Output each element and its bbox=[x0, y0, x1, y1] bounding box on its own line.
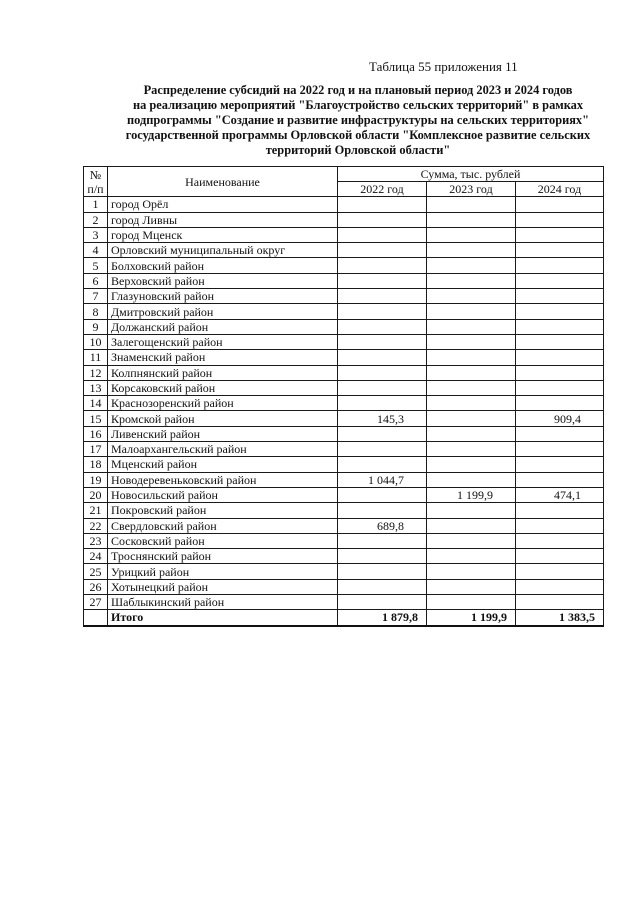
row-value-2023 bbox=[427, 579, 516, 594]
row-value-2024: 474,1 bbox=[516, 487, 604, 502]
header-year-2023: 2023 год bbox=[427, 182, 516, 197]
row-value-2024 bbox=[516, 518, 604, 533]
row-name: Корсаковский район bbox=[108, 380, 338, 395]
row-value-2024 bbox=[516, 212, 604, 227]
row-value-2023 bbox=[427, 595, 516, 610]
table-row bbox=[84, 549, 604, 564]
row-value-2023 bbox=[427, 396, 516, 411]
table-row bbox=[84, 243, 604, 258]
row-value-2024 bbox=[516, 258, 604, 273]
table-row bbox=[84, 487, 604, 502]
row-value-2022 bbox=[338, 243, 427, 258]
row-value-2023 bbox=[427, 472, 516, 487]
row-value-2022: 1 044,7 bbox=[338, 472, 427, 487]
row-value-2024 bbox=[516, 549, 604, 564]
row-value-2024 bbox=[516, 334, 604, 349]
table-row bbox=[84, 380, 604, 395]
row-value-2024 bbox=[516, 579, 604, 594]
row-name: Новосильский район bbox=[108, 487, 338, 502]
row-value-2023 bbox=[427, 319, 516, 334]
row-value-2024 bbox=[516, 533, 604, 548]
row-value-2024: 909,4 bbox=[516, 411, 604, 426]
row-value-2022 bbox=[338, 579, 427, 594]
table-row bbox=[84, 411, 604, 426]
row-value-2023 bbox=[427, 533, 516, 548]
row-number: 6 bbox=[84, 273, 108, 288]
row-value-2024 bbox=[516, 289, 604, 304]
table-row bbox=[84, 350, 604, 365]
document-title bbox=[96, 83, 620, 158]
row-value-2024 bbox=[516, 319, 604, 334]
row-value-2024 bbox=[516, 595, 604, 610]
row-number: 19 bbox=[84, 472, 108, 487]
header-name: Наименование bbox=[108, 167, 338, 197]
row-number: 24 bbox=[84, 549, 108, 564]
table-row bbox=[84, 579, 604, 594]
row-value-2023 bbox=[427, 197, 516, 212]
table-row bbox=[84, 289, 604, 304]
row-value-2022 bbox=[338, 396, 427, 411]
row-number: 7 bbox=[84, 289, 108, 304]
total-number-cell bbox=[84, 610, 108, 626]
row-number: 4 bbox=[84, 243, 108, 258]
row-name: Сосковский район bbox=[108, 533, 338, 548]
row-value-2022: 689,8 bbox=[338, 518, 427, 533]
row-name: Троснянский район bbox=[108, 549, 338, 564]
row-value-2023 bbox=[427, 289, 516, 304]
row-number: 1 bbox=[84, 197, 108, 212]
row-name: Краснозоренский район bbox=[108, 396, 338, 411]
table-body bbox=[84, 197, 604, 610]
row-value-2023 bbox=[427, 212, 516, 227]
row-name: Глазуновский район bbox=[108, 289, 338, 304]
row-value-2022 bbox=[338, 426, 427, 441]
header-year-2024: 2024 год bbox=[516, 182, 604, 197]
row-value-2022 bbox=[338, 197, 427, 212]
row-value-2022 bbox=[338, 350, 427, 365]
row-value-2024 bbox=[516, 365, 604, 380]
table-row bbox=[84, 227, 604, 242]
row-value-2023: 1 199,9 bbox=[427, 487, 516, 502]
row-number: 17 bbox=[84, 442, 108, 457]
row-value-2022 bbox=[338, 442, 427, 457]
row-number: 21 bbox=[84, 503, 108, 518]
table-row bbox=[84, 304, 604, 319]
row-value-2024 bbox=[516, 426, 604, 441]
table-row bbox=[84, 426, 604, 441]
row-name: город Мценск bbox=[108, 227, 338, 242]
row-value-2022: 145,3 bbox=[338, 411, 427, 426]
row-value-2024 bbox=[516, 197, 604, 212]
row-number: 10 bbox=[84, 334, 108, 349]
row-value-2022 bbox=[338, 533, 427, 548]
row-name: Хотынецкий район bbox=[108, 579, 338, 594]
table-reference: Таблица 55 приложения 11 bbox=[369, 59, 518, 74]
row-value-2022 bbox=[338, 319, 427, 334]
table-row bbox=[84, 472, 604, 487]
table-row bbox=[84, 334, 604, 349]
title-line: государственной программы Орловской области "Комплексное развитие сельских bbox=[125, 128, 591, 142]
row-name: Болховский район bbox=[108, 258, 338, 273]
row-number: 25 bbox=[84, 564, 108, 579]
row-value-2024 bbox=[516, 273, 604, 288]
row-value-2022 bbox=[338, 289, 427, 304]
row-name: Малоархангельский район bbox=[108, 442, 338, 457]
row-number: 3 bbox=[84, 227, 108, 242]
row-value-2023 bbox=[427, 227, 516, 242]
row-name: город Ливны bbox=[108, 212, 338, 227]
row-value-2023 bbox=[427, 273, 516, 288]
row-number: 2 bbox=[84, 212, 108, 227]
row-value-2023 bbox=[427, 457, 516, 472]
total-2022: 1 879,8 bbox=[338, 610, 427, 626]
row-value-2022 bbox=[338, 273, 427, 288]
row-name: Кромской район bbox=[108, 411, 338, 426]
row-value-2023 bbox=[427, 442, 516, 457]
row-value-2023 bbox=[427, 549, 516, 564]
table-row bbox=[84, 197, 604, 212]
row-value-2023 bbox=[427, 243, 516, 258]
row-value-2022 bbox=[338, 503, 427, 518]
row-number: 12 bbox=[84, 365, 108, 380]
row-value-2022 bbox=[338, 227, 427, 242]
row-number: 18 bbox=[84, 457, 108, 472]
table-row bbox=[84, 518, 604, 533]
row-name: Свердловский район bbox=[108, 518, 338, 533]
row-value-2023 bbox=[427, 258, 516, 273]
header-number-line1: № bbox=[89, 167, 102, 182]
row-name: Покровский район bbox=[108, 503, 338, 518]
row-value-2024 bbox=[516, 304, 604, 319]
row-value-2022 bbox=[338, 304, 427, 319]
row-name: Колпнянский район bbox=[108, 365, 338, 380]
row-name: Мценский район bbox=[108, 457, 338, 472]
row-name: Дмитровский район bbox=[108, 304, 338, 319]
row-value-2023 bbox=[427, 350, 516, 365]
row-value-2024 bbox=[516, 472, 604, 487]
table-row bbox=[84, 365, 604, 380]
row-value-2023 bbox=[427, 380, 516, 395]
total-label: Итого bbox=[108, 610, 338, 626]
row-value-2023 bbox=[427, 334, 516, 349]
row-value-2023 bbox=[427, 518, 516, 533]
row-number: 22 bbox=[84, 518, 108, 533]
row-value-2024 bbox=[516, 457, 604, 472]
row-value-2023 bbox=[427, 564, 516, 579]
title-line: Распределение субсидий на 2022 год и на плановый период 2023 и 2024 годов bbox=[143, 83, 573, 97]
header-number-line2: п/п bbox=[87, 181, 104, 196]
row-value-2023 bbox=[427, 411, 516, 426]
row-value-2024 bbox=[516, 227, 604, 242]
row-number: 20 bbox=[84, 487, 108, 502]
header-number bbox=[84, 167, 108, 197]
table-row bbox=[84, 396, 604, 411]
row-value-2022 bbox=[338, 487, 427, 502]
row-number: 27 bbox=[84, 595, 108, 610]
table-row bbox=[84, 212, 604, 227]
row-value-2024 bbox=[516, 350, 604, 365]
table-row bbox=[84, 319, 604, 334]
row-value-2022 bbox=[338, 595, 427, 610]
table-row bbox=[84, 258, 604, 273]
row-number: 14 bbox=[84, 396, 108, 411]
table-row bbox=[84, 503, 604, 518]
table-row bbox=[84, 273, 604, 288]
title-line: территорий Орловской области" bbox=[265, 143, 451, 157]
header-sum: Сумма, тыс. рублей bbox=[338, 167, 604, 182]
row-name: Ливенский район bbox=[108, 426, 338, 441]
row-name: Урицкий район bbox=[108, 564, 338, 579]
row-name: Должанский район bbox=[108, 319, 338, 334]
row-value-2024 bbox=[516, 243, 604, 258]
row-name: Орловский муниципальный округ bbox=[108, 243, 338, 258]
row-number: 23 bbox=[84, 533, 108, 548]
row-name: Шаблыкинский район bbox=[108, 595, 338, 610]
row-value-2022 bbox=[338, 365, 427, 380]
row-name: город Орёл bbox=[108, 197, 338, 212]
row-number: 13 bbox=[84, 380, 108, 395]
table-row bbox=[84, 564, 604, 579]
row-value-2023 bbox=[427, 503, 516, 518]
table-row bbox=[84, 457, 604, 472]
row-value-2023 bbox=[427, 365, 516, 380]
row-number: 15 bbox=[84, 411, 108, 426]
row-value-2022 bbox=[338, 564, 427, 579]
total-2023: 1 199,9 bbox=[427, 610, 516, 626]
row-value-2024 bbox=[516, 380, 604, 395]
row-name: Залегощенский район bbox=[108, 334, 338, 349]
row-value-2024 bbox=[516, 396, 604, 411]
row-number: 9 bbox=[84, 319, 108, 334]
table-row bbox=[84, 595, 604, 610]
row-value-2024 bbox=[516, 503, 604, 518]
row-value-2022 bbox=[338, 457, 427, 472]
row-number: 26 bbox=[84, 579, 108, 594]
subsidy-table bbox=[83, 166, 604, 627]
row-value-2022 bbox=[338, 258, 427, 273]
row-number: 11 bbox=[84, 350, 108, 365]
row-number: 16 bbox=[84, 426, 108, 441]
header-year-2022: 2022 год bbox=[338, 182, 427, 197]
row-number: 8 bbox=[84, 304, 108, 319]
total-row bbox=[84, 610, 604, 626]
row-value-2023 bbox=[427, 426, 516, 441]
row-name: Новодеревеньковский район bbox=[108, 472, 338, 487]
title-line: подпрограммы "Создание и развитие инфраструктуры на сельских территориях" bbox=[126, 113, 590, 127]
row-value-2022 bbox=[338, 380, 427, 395]
row-name: Знаменский район bbox=[108, 350, 338, 365]
row-value-2024 bbox=[516, 442, 604, 457]
row-value-2022 bbox=[338, 549, 427, 564]
title-line: на реализацию мероприятий "Благоустройство сельских территорий" в рамках bbox=[132, 98, 584, 112]
row-value-2022 bbox=[338, 334, 427, 349]
total-2024: 1 383,5 bbox=[516, 610, 604, 626]
table-row bbox=[84, 442, 604, 457]
row-name: Верховский район bbox=[108, 273, 338, 288]
row-value-2023 bbox=[427, 304, 516, 319]
row-value-2022 bbox=[338, 212, 427, 227]
row-value-2024 bbox=[516, 564, 604, 579]
table-row bbox=[84, 533, 604, 548]
row-number: 5 bbox=[84, 258, 108, 273]
